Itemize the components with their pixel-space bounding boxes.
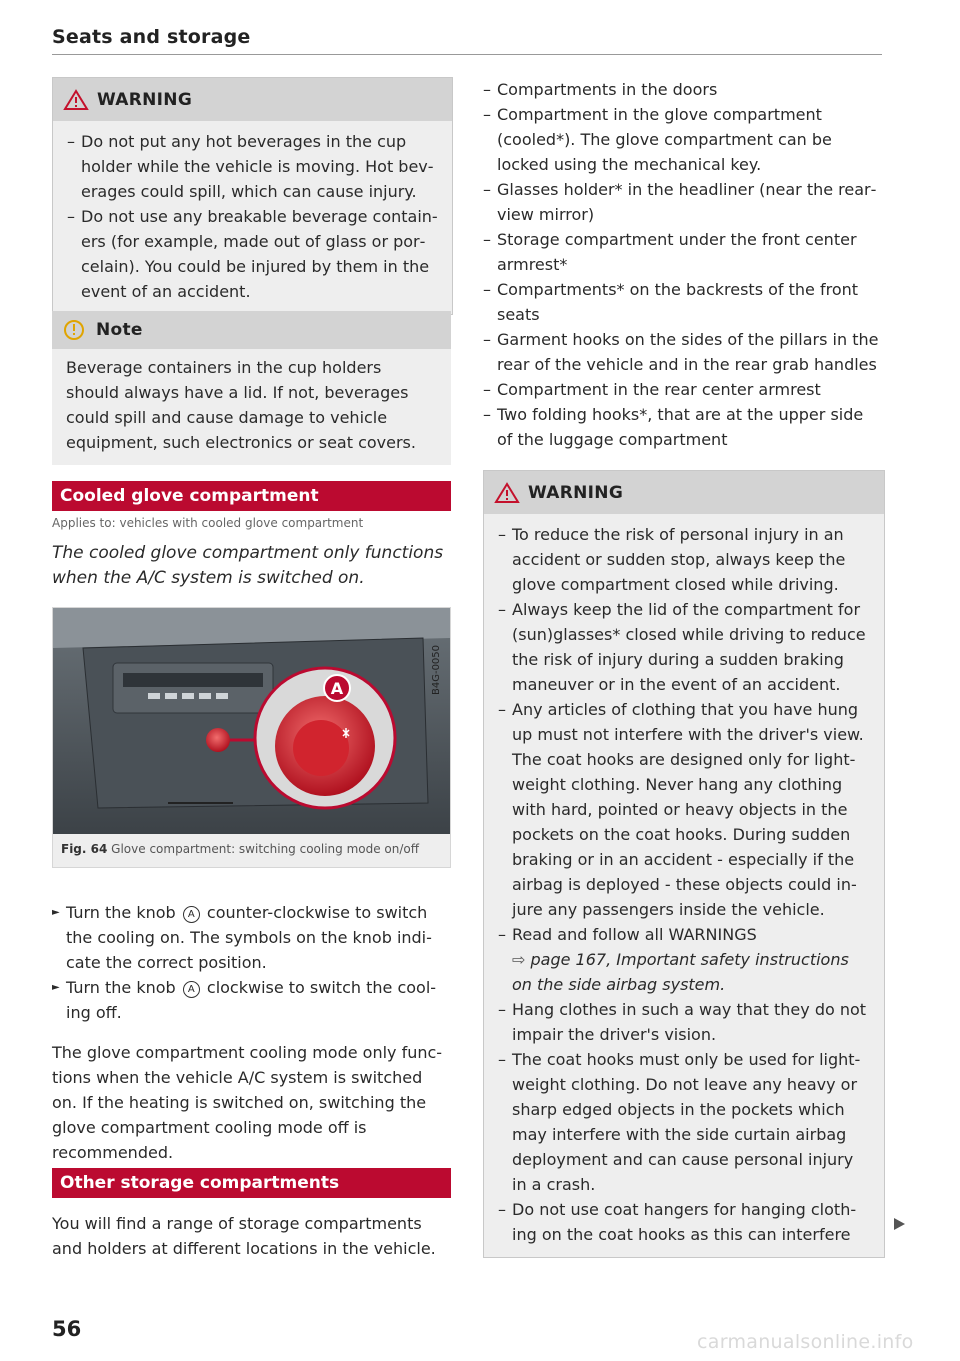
warning-item: – Do not put any hot beverages in the cup holder while the vehicle is moving. Hot beverages could spill, which can cause injury. <box>67 129 438 204</box>
page-reference-link[interactable]: page 167, Important safety instructions on the side airbag system. <box>512 950 849 994</box>
warning-item: – Always keep the lid of the compartment for (sun)glasses* closed while driving to reduce the risk of injury during a sudden braking maneuver or in the event of an accident. <box>498 597 870 697</box>
warning-item: – Any articles of clothing that you have hung up must not interfere with the driver's view. The coat hooks are designed only for lightweight clothing. Never hang any clothing with hard, pointed or heavy objects in the pockets on the coat hooks. During sudden braking or in an accident - especially if the airbag is deployed - these objects could injure any passengers inside the vehicle. <box>498 697 870 922</box>
figure-caption <box>53 834 450 867</box>
list-item: – Glasses holder* in the headliner (near the rearview mirror) <box>483 177 883 227</box>
paragraph: You will find a range of storage compartments and holders at different locations in the vehicle. <box>52 1214 436 1258</box>
list-item: – Storage compartment under the front center armrest* <box>483 227 883 277</box>
warning-triangle-icon <box>63 89 89 111</box>
watermark: carmanualsonline.info <box>697 1331 914 1353</box>
page-number: 56 <box>52 1317 82 1341</box>
warning-body <box>53 121 452 314</box>
step-text: clockwise to switch the cooling off. <box>66 978 437 1022</box>
continue-arrow-icon <box>892 1217 906 1231</box>
read-follow-text: Read and follow all WARNINGS <box>512 925 757 944</box>
page-header <box>52 26 882 55</box>
warning-title: WARNING <box>528 482 624 503</box>
steps-list <box>52 900 451 1025</box>
section-title: Seats and storage <box>52 26 251 48</box>
callout-a-marker: A <box>183 981 200 998</box>
step-text: counter-clockwise to switch the cooling on. The symbols on the knob indicate the correct position. <box>66 903 432 972</box>
note-title: Note <box>96 320 143 340</box>
step-text: Turn the knob <box>66 978 176 997</box>
section-heading: Cooled glove compartment <box>52 481 451 511</box>
list-item: – Compartments in the doors <box>483 77 883 102</box>
storage-list <box>483 77 883 452</box>
warning-item: – The coat hooks must only be used for lightweight clothing. Do not leave any heavy or sharp edged objects in the pockets which may interfere with the side curtain airbag deployment and can cause personal injury in a crash. <box>498 1047 870 1197</box>
applies-to: Applies to: vehicles with cooled glove compartment <box>52 516 364 530</box>
glove-compartment-illustration <box>53 608 450 834</box>
link-arrow-icon: ⇨ <box>512 950 526 969</box>
warning-box <box>52 77 453 315</box>
warning-item: – To reduce the risk of personal injury in an accident or sudden stop, always keep the glove compartment closed while driving. <box>498 522 870 597</box>
paragraph: The glove compartment cooling mode only functions when the vehicle A/C system is switched on. If the heating is switched on, switching the glove compartment cooling mode off is recommended. <box>52 1043 443 1162</box>
warning-item <box>498 922 870 997</box>
list-item: – Compartments* on the backrests of the front seats <box>483 277 883 327</box>
figure-caption-text: Glove compartment: switching cooling mode on/off <box>111 842 420 856</box>
note-box <box>52 311 451 465</box>
list-item: – Two folding hooks*, that are at the upper side of the luggage compartment <box>483 402 883 452</box>
figure <box>52 607 451 868</box>
list-item: – Compartment in the glove compartment (cooled*). The glove compartment can be locked using the mechanical key. <box>483 102 883 177</box>
list-item: – Garment hooks on the sides of the pillars in the rear of the vehicle and in the rear grab handles <box>483 327 883 377</box>
note-body <box>52 349 451 465</box>
warning-title: WARNING <box>97 89 193 110</box>
step-text: Turn the knob <box>66 903 176 922</box>
warning-item: – Do not use coat hangers for hanging clothing on the coat hooks as this can interfere <box>498 1197 870 1247</box>
figure-label: Fig. 64 <box>61 842 108 856</box>
callout-a-marker: A <box>183 906 200 923</box>
warning-header <box>53 78 452 121</box>
list-item: – Compartment in the rear center armrest <box>483 377 883 402</box>
warning-item: – Do not use any breakable beverage containers (for example, made out of glass or porcelain). You could be injured by them in the event of an accident. <box>67 204 438 304</box>
step-item <box>52 975 451 1025</box>
figure-callout: A <box>330 679 344 698</box>
note-text: Beverage containers in the cup holders should always have a lid. If not, beverages could spill and cause damage to vehicle equipment, such electronics or seat covers. <box>66 358 416 452</box>
figure-code: B4G-0050 <box>431 644 442 696</box>
warning-box <box>483 470 885 1258</box>
section-heading: Other storage compartments <box>52 1168 451 1198</box>
step-item <box>52 900 451 975</box>
warning-body <box>484 514 884 1257</box>
info-circle-icon <box>62 319 88 341</box>
warning-triangle-icon <box>494 482 520 504</box>
warning-item: – Hang clothes in such a way that they do not impair the driver's vision. <box>498 997 870 1047</box>
lead-text: The cooled glove compartment only functions when the A/C system is switched on. <box>52 543 444 588</box>
note-header <box>52 311 451 349</box>
warning-header <box>484 471 884 514</box>
